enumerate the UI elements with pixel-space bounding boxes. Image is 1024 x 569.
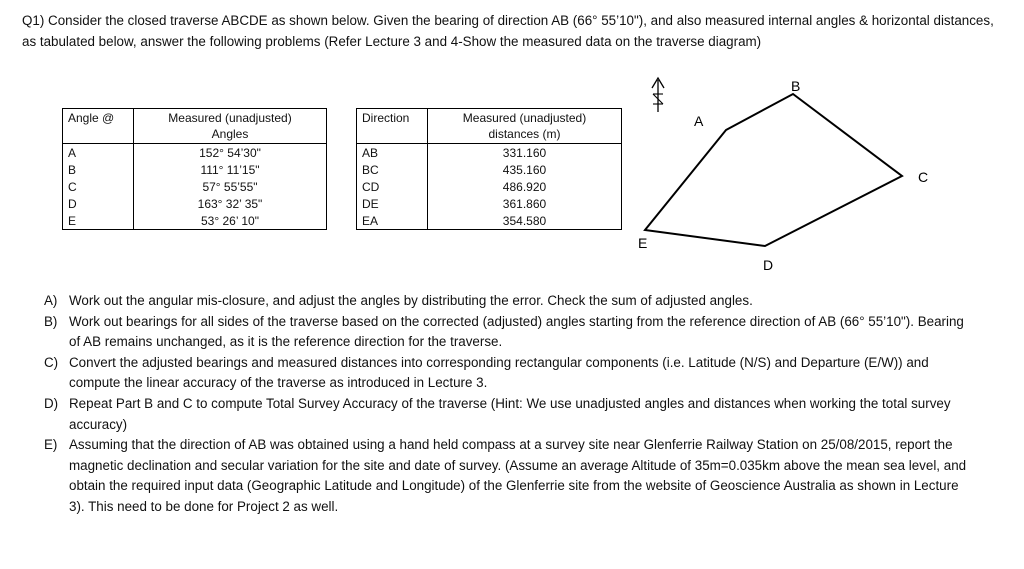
distances-table-header xyxy=(357,109,622,144)
angle-value: 163° 32’ 35" xyxy=(134,195,327,212)
table-row xyxy=(357,195,622,212)
angle-value: 111° 11’15" xyxy=(134,161,327,178)
angle-station: D xyxy=(63,195,134,212)
distance-direction: CD xyxy=(357,178,428,195)
list-item xyxy=(44,394,974,435)
part-marker: B) xyxy=(44,313,58,329)
distances-table xyxy=(356,108,622,230)
vertex-label-b: B xyxy=(791,78,801,94)
angles-col-value-header xyxy=(134,109,327,144)
angle-value: 152° 54’30" xyxy=(134,144,327,162)
part-text: Work out the angular mis-closure, and adjust the angles by distributing the error. Check the sum of adjusted angles. xyxy=(69,293,753,308)
table-row xyxy=(357,161,622,178)
distance-value: 354.580 xyxy=(428,212,622,230)
distances-col-value-header xyxy=(428,109,622,144)
list-item xyxy=(44,291,974,312)
distance-direction: EA xyxy=(357,212,428,230)
distances-col-direction-header: Direction xyxy=(357,109,428,144)
angles-col-value-header-line1: Measured (unadjusted) xyxy=(168,111,292,125)
angles-table xyxy=(62,108,327,230)
angles-table-header xyxy=(63,109,327,144)
part-marker: E) xyxy=(44,437,58,453)
vertex-label-d: D xyxy=(763,257,774,273)
angle-station: B xyxy=(63,161,134,178)
north-label: N xyxy=(654,106,655,107)
distances-col-value-header-line2: distances (m) xyxy=(488,127,561,141)
vertex-label-e: E xyxy=(638,235,648,251)
angle-value: 53° 26’ 10" xyxy=(134,212,327,230)
distance-direction: DE xyxy=(357,195,428,212)
part-marker: D) xyxy=(44,395,59,411)
list-item xyxy=(44,312,974,353)
distance-value: 331.160 xyxy=(428,144,622,162)
table-row xyxy=(63,144,327,162)
distances-col-value-header-line1: Measured (unadjusted) xyxy=(462,111,587,125)
table-row xyxy=(63,212,327,230)
part-text: Assuming that the direction of AB was obtained using a hand held compass at a survey site near Glenferrie Railway Station on 25/08/2015, report the magnetic declination and secular variation for the site and date of survey. (Assume an average Altitude of 35m=0.035km above the mean sea level, and obtain the required input data (Geographic Latitude and Longitude) of the Glenferrie site from the website of Geoscience Australia as shown in Lecture 3). This need to be done for Project 2 as well. xyxy=(69,437,967,514)
traverse-polygon xyxy=(645,94,902,246)
table-row xyxy=(63,161,327,178)
angle-value: 57° 55’55" xyxy=(134,178,327,195)
table-row xyxy=(357,144,622,162)
part-marker: C) xyxy=(44,354,59,370)
vertex-label-c: C xyxy=(918,169,929,185)
table-row xyxy=(357,212,622,230)
list-item xyxy=(44,353,974,394)
part-marker: A) xyxy=(44,293,58,308)
part-text: Convert the adjusted bearings and measured distances into corresponding rectangular components (i.e. Latitude (N/S) and Departure (E/W)) and compute the linear accuracy of the traverse as introduced in Lecture 3. xyxy=(69,354,929,391)
angles-col-station-header: Angle @ xyxy=(63,109,134,144)
angle-station: C xyxy=(63,178,134,195)
distance-value: 435.160 xyxy=(428,161,622,178)
question-parts xyxy=(44,291,974,518)
angle-station: E xyxy=(63,212,134,230)
distance-direction: AB xyxy=(357,144,428,162)
table-row xyxy=(63,195,327,212)
question-text: Q1) Consider the closed traverse ABCDE as shown below. Given the bearing of direction AB (66° 55’10"), and also measured internal angles & horizontal distances, as tabulated below, answer the following problems (Refer Lecture 3 and 4-Show the measured data on the traverse diagram) xyxy=(22,13,994,49)
traverse-diagram xyxy=(630,72,950,282)
angles-col-value-header-line2: Angles xyxy=(211,127,249,141)
table-row xyxy=(63,178,327,195)
angle-station: A xyxy=(63,144,134,162)
distance-value: 486.920 xyxy=(428,178,622,195)
table-row xyxy=(357,178,622,195)
part-text: Work out bearings for all sides of the traverse based on the corrected (adjusted) angles starting from the reference direction of AB (66° 55’10"). Bearing of AB remains unchanged, as it is the reference direction for the traverse. xyxy=(69,313,964,350)
list-item xyxy=(44,435,974,517)
distance-direction: BC xyxy=(357,161,428,178)
vertex-label-a: A xyxy=(694,113,704,129)
distance-value: 361.860 xyxy=(428,195,622,212)
part-text: Repeat Part B and C to compute Total Survey Accuracy of the traverse (Hint: We use unadjusted angles and distances when working the total survey accuracy) xyxy=(69,395,951,432)
